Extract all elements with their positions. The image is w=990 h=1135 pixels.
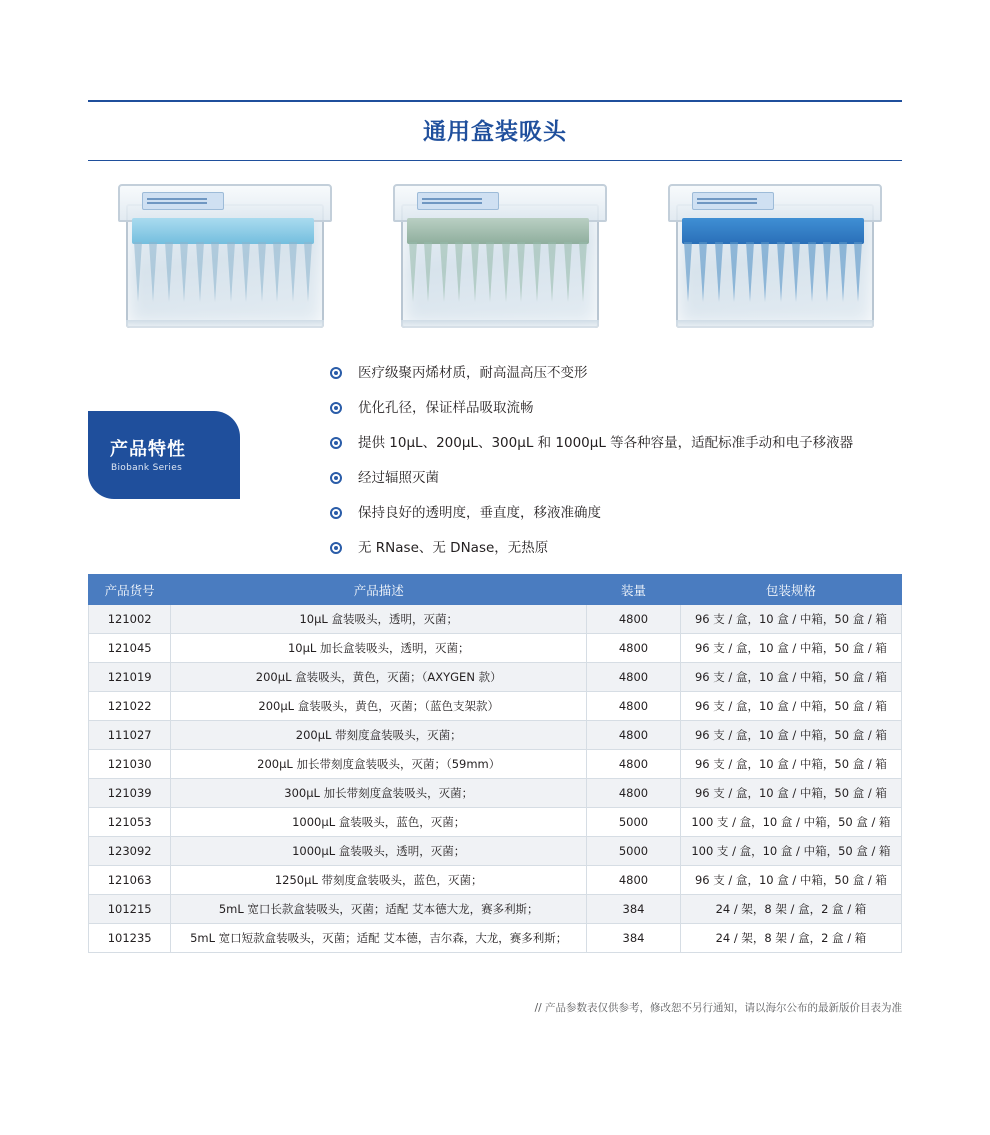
cell-description: 1000µL 盒装吸头，蓝色，灭菌； [171, 808, 587, 837]
cell-quantity: 4800 [587, 866, 681, 895]
table-row [89, 837, 902, 866]
cell-description: 200µL 盒装吸头，黄色，灭菌；（AXYGEN 款） [171, 663, 587, 692]
feature-item [330, 461, 900, 496]
feature-item [330, 496, 900, 531]
cell-quantity: 384 [587, 924, 681, 953]
table-row [89, 663, 902, 692]
feature-list [330, 356, 900, 566]
cell-packaging: 24 / 架，8 架 / 盒，2 盒 / 箱 [680, 924, 901, 953]
bullet-icon [330, 507, 342, 519]
cell-code: 101215 [89, 895, 171, 924]
cell-code: 101235 [89, 924, 171, 953]
cell-quantity: 4800 [587, 692, 681, 721]
cell-packaging: 100 支 / 盒，10 盒 / 中箱，50 盒 / 箱 [680, 837, 901, 866]
tip-box-foot [676, 320, 874, 328]
feature-item [330, 426, 900, 461]
table-row [89, 692, 902, 721]
column-header-code: 产品货号 [89, 575, 171, 605]
cell-description: 1000µL 盒装吸头，透明，灭菌； [171, 837, 587, 866]
cell-quantity: 4800 [587, 750, 681, 779]
product-image-2 [383, 170, 613, 340]
tip-array [684, 242, 862, 310]
cell-code: 121002 [89, 605, 171, 634]
table-row [89, 721, 902, 750]
header-divider-top [88, 100, 902, 102]
table-header-row [89, 575, 902, 605]
table-row [89, 808, 902, 837]
feature-text: 优化孔径，保证样品吸取流畅 [358, 400, 534, 416]
feature-item [330, 531, 900, 566]
table-row [89, 605, 902, 634]
cell-code: 121030 [89, 750, 171, 779]
tip-box-label [142, 192, 224, 210]
feature-badge-title: 产品特性 [110, 439, 186, 460]
cell-packaging: 96 支 / 盒，10 盒 / 中箱，50 盒 / 箱 [680, 663, 901, 692]
tip-array [409, 242, 587, 310]
header-divider-bottom [88, 160, 902, 161]
tip-box-lid [393, 184, 607, 222]
feature-text: 保持良好的透明度，垂直度，移液准确度 [358, 505, 601, 521]
cell-quantity: 4800 [587, 779, 681, 808]
bullet-icon [330, 367, 342, 379]
cell-description: 10µL 盒装吸头，透明，灭菌； [171, 605, 587, 634]
cell-packaging: 96 支 / 盒，10 盒 / 中箱，50 盒 / 箱 [680, 692, 901, 721]
tip-box-label [692, 192, 774, 210]
page-title: 通用盒装吸头 [423, 119, 567, 145]
tip-box-label [417, 192, 499, 210]
product-image-3 [658, 170, 888, 340]
cell-quantity: 4800 [587, 634, 681, 663]
product-image-1 [108, 170, 338, 340]
cell-description: 300µL 加长带刻度盒装吸头，灭菌； [171, 779, 587, 808]
tip-box-lid [668, 184, 882, 222]
feature-badge-subtitle: Biobank Series [111, 463, 183, 473]
cell-quantity: 5000 [587, 808, 681, 837]
cell-packaging: 96 支 / 盒，10 盒 / 中箱，50 盒 / 箱 [680, 779, 901, 808]
tip-rack [132, 218, 314, 244]
table-row [89, 866, 902, 895]
cell-code: 123092 [89, 837, 171, 866]
cell-packaging: 96 支 / 盒，10 盒 / 中箱，50 盒 / 箱 [680, 866, 901, 895]
cell-description: 5mL 宽口短款盒装吸头，灭菌；适配 艾本德，吉尔森，大龙，赛多利斯； [171, 924, 587, 953]
feature-text: 无 RNase、无 DNase，无热原 [358, 540, 549, 556]
column-header-quantity: 装量 [587, 575, 681, 605]
tip-rack [407, 218, 589, 244]
table-row [89, 750, 902, 779]
table-row [89, 895, 902, 924]
feature-badge [88, 411, 240, 499]
product-table [88, 574, 902, 953]
cell-description: 10µL 加长盒装吸头，透明，灭菌； [171, 634, 587, 663]
feature-text: 医疗级聚丙烯材质，耐高温高压不变形 [358, 365, 588, 381]
cell-packaging: 24 / 架，8 架 / 盒，2 盒 / 箱 [680, 895, 901, 924]
product-image-row [88, 170, 902, 340]
tip-box-foot [126, 320, 324, 328]
feature-item [330, 356, 900, 391]
cell-packaging: 100 支 / 盒，10 盒 / 中箱，50 盒 / 箱 [680, 808, 901, 837]
cell-quantity: 4800 [587, 605, 681, 634]
cell-code: 121045 [89, 634, 171, 663]
bullet-icon [330, 472, 342, 484]
feature-text: 经过辐照灭菌 [358, 470, 439, 486]
tip-array [134, 242, 312, 310]
table-row [89, 779, 902, 808]
feature-text: 提供 10µL、200µL、300µL 和 1000µL 等各种容量，适配标准手动和电子移液器 [358, 435, 854, 451]
cell-code: 121022 [89, 692, 171, 721]
feature-item [330, 391, 900, 426]
cell-description: 200µL 盒装吸头，黄色，灭菌；（蓝色支架款） [171, 692, 587, 721]
cell-description: 200µL 加长带刻度盒装吸头，灭菌；（59mm） [171, 750, 587, 779]
cell-code: 121053 [89, 808, 171, 837]
cell-quantity: 4800 [587, 663, 681, 692]
tip-rack [682, 218, 864, 244]
cell-code: 111027 [89, 721, 171, 750]
table-row [89, 634, 902, 663]
bullet-icon [330, 402, 342, 414]
cell-packaging: 96 支 / 盒，10 盒 / 中箱，50 盒 / 箱 [680, 750, 901, 779]
cell-code: 121019 [89, 663, 171, 692]
cell-packaging: 96 支 / 盒，10 盒 / 中箱，50 盒 / 箱 [680, 605, 901, 634]
cell-code: 121063 [89, 866, 171, 895]
column-header-description: 产品描述 [171, 575, 587, 605]
tip-box-foot [401, 320, 599, 328]
cell-packaging: 96 支 / 盒，10 盒 / 中箱，50 盒 / 箱 [680, 634, 901, 663]
table-row [89, 924, 902, 953]
cell-description: 1250µL 带刻度盒装吸头，蓝色，灭菌； [171, 866, 587, 895]
cell-code: 121039 [89, 779, 171, 808]
cell-description: 200µL 带刻度盒装吸头，灭菌； [171, 721, 587, 750]
cell-description: 5mL 宽口长款盒装吸头，灭菌；适配 艾本德大龙，赛多利斯； [171, 895, 587, 924]
bullet-icon [330, 542, 342, 554]
cell-quantity: 4800 [587, 721, 681, 750]
footnote: // 产品参数表仅供参考，修改恕不另行通知，请以海尔公布的最新版价目表为准 [534, 1002, 902, 1014]
bullet-icon [330, 437, 342, 449]
cell-quantity: 384 [587, 895, 681, 924]
cell-quantity: 5000 [587, 837, 681, 866]
tip-box-lid [118, 184, 332, 222]
cell-packaging: 96 支 / 盒，10 盒 / 中箱，50 盒 / 箱 [680, 721, 901, 750]
column-header-packaging: 包装规格 [680, 575, 901, 605]
